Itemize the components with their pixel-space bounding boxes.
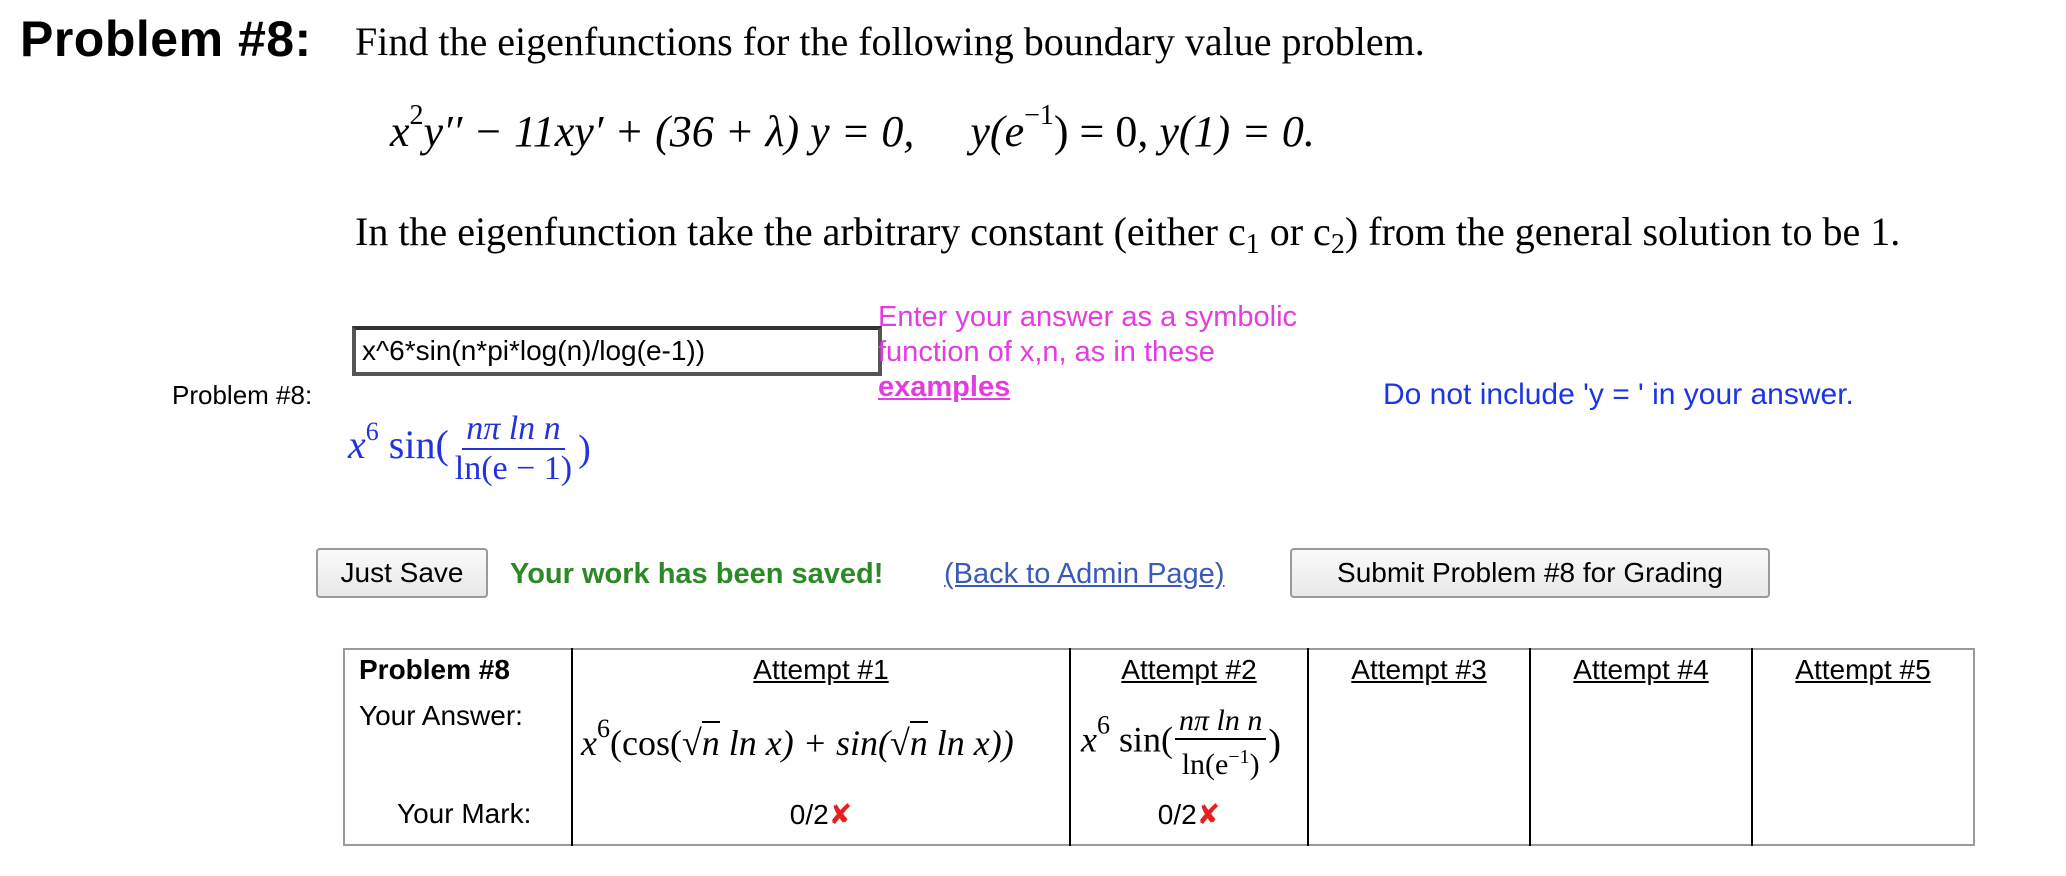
attempt-5-answer	[1752, 700, 1974, 798]
preview-base: x	[348, 422, 366, 468]
problem-prompt: Find the eigenfunctions for the following boundary value problem.	[355, 19, 1425, 64]
preview-close: )	[578, 428, 591, 470]
no-y-note: Do not include 'y = ' in your answer.	[1383, 378, 1854, 411]
attempt-1-radicand-2: n	[909, 723, 928, 763]
attempt-1-answer	[572, 700, 1070, 798]
attempt-2-fraction	[1175, 704, 1266, 782]
attempt-3-answer	[1308, 700, 1530, 798]
tab-attempt-1[interactable]: Attempt #1	[572, 649, 1070, 700]
boundary-condition-1: y(e	[970, 107, 1025, 156]
wrong-icon: ✘	[1196, 799, 1221, 830]
examples-link[interactable]: examples	[878, 371, 1011, 403]
answer-row-label: Problem #8:	[172, 380, 313, 410]
answer-hint-text: Enter your answer as a symbolic function of x,n, as in these	[878, 301, 1298, 368]
attempt-3-mark	[1308, 798, 1530, 845]
wrong-icon: ✘	[828, 799, 853, 830]
instruction-part-1: In the eigenfunction take the arbitrary constant (either c	[355, 209, 1246, 254]
attempt-1-base: x	[581, 723, 597, 763]
ode-lead: x	[390, 107, 410, 156]
attempt-2-answer	[1070, 700, 1308, 798]
attempt-2-exponent: 6	[1096, 710, 1110, 740]
back-to-admin-link[interactable]: (Back to Admin Page)	[944, 558, 1225, 590]
ode-lead-exponent: 2	[409, 100, 424, 131]
attempt-4-mark	[1530, 798, 1752, 845]
answer-hint	[878, 300, 1358, 405]
attempt-4-answer	[1530, 700, 1752, 798]
problem-title: Problem #8:	[20, 11, 312, 67]
tab-attempt-2[interactable]: Attempt #2	[1070, 649, 1308, 700]
boundary-condition-1-rest: ) = 0,	[1053, 107, 1149, 156]
answer-preview	[348, 410, 591, 488]
attempt-2-mark	[1070, 798, 1308, 845]
just-save-button[interactable]: Just Save	[316, 548, 488, 598]
tab-attempt-3[interactable]: Attempt #3	[1308, 649, 1530, 700]
your-mark-label: Your Mark:	[397, 798, 532, 829]
preview-exponent: 6	[365, 417, 379, 447]
instruction-part-3: ) from the general solution to be 1.	[1344, 209, 1901, 254]
attempt-2-close: )	[1268, 722, 1282, 764]
attempt-2-den-exponent: −1	[1228, 746, 1250, 768]
attempts-table-header: Problem #8	[359, 654, 510, 685]
attempt-1-mark	[572, 798, 1070, 845]
attempt-2-base: x	[1081, 719, 1097, 760]
ode-equation	[390, 100, 1315, 157]
boundary-condition-2: y(1) = 0.	[1159, 107, 1315, 156]
attempt-2-function: sin(	[1109, 719, 1173, 760]
your-answer-label: Your Answer:	[359, 700, 523, 731]
attempt-5-mark	[1752, 798, 1974, 845]
preview-function: sin(	[378, 422, 449, 468]
instruction-part-2: or c	[1259, 209, 1331, 254]
sqrt-icon: √	[681, 723, 702, 763]
submit-for-grading-button[interactable]: Submit Problem #8 for Grading	[1290, 548, 1770, 598]
ode-rest: y′′ − 11xy′ + (36 + λ) y = 0,	[423, 107, 915, 156]
preview-fraction	[451, 410, 576, 488]
preview-denominator: ln(e − 1)	[454, 450, 573, 487]
boundary-condition-1-exponent: −1	[1024, 100, 1054, 131]
sqrt-icon: √	[889, 723, 910, 763]
attempt-2-score: 0/2	[1157, 799, 1197, 830]
attempt-1-part-3: ln x))	[927, 723, 1014, 763]
tab-attempt-5[interactable]: Attempt #5	[1752, 649, 1974, 700]
attempt-2-den-base: ln(e	[1181, 748, 1229, 781]
attempt-2-numerator: nπ ln n	[1175, 704, 1266, 740]
tab-attempt-4[interactable]: Attempt #4	[1530, 649, 1752, 700]
attempt-2-denominator	[1178, 740, 1264, 782]
instruction-sub-1: 1	[1245, 229, 1260, 260]
instruction-sub-2: 2	[1330, 229, 1345, 260]
preview-numerator: nπ ln n	[462, 410, 564, 450]
attempt-1-exponent: 6	[596, 714, 610, 743]
attempt-1-radicand-1: n	[701, 723, 720, 763]
attempt-1-part-1: (cos(	[609, 723, 682, 763]
answer-input[interactable]	[352, 326, 882, 376]
attempt-2-den-close: )	[1249, 748, 1260, 781]
attempt-1-score: 0/2	[789, 799, 829, 830]
saved-message: Your work has been saved!	[510, 558, 884, 590]
attempts-table	[343, 648, 1975, 846]
attempt-1-part-2: ln x) + sin(	[719, 723, 890, 763]
instruction-text	[355, 208, 1901, 260]
